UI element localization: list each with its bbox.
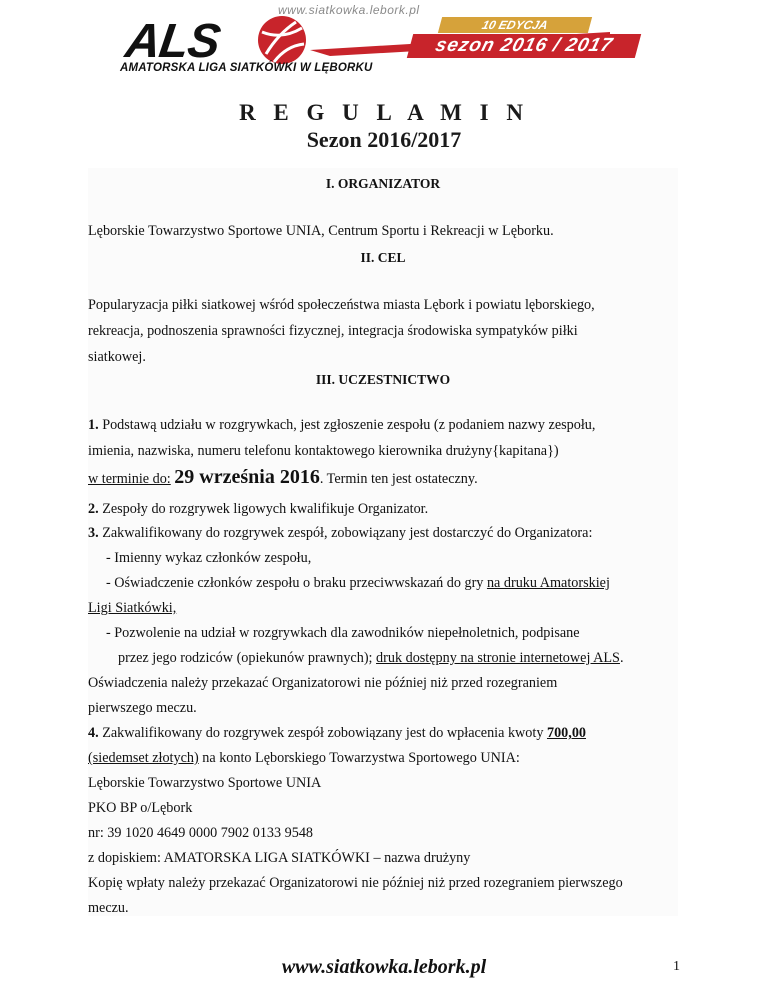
point-3-text: Zakwalifikowany do rozgrywek zespół, zobowiązany jest dostarczyć do Organizatora:: [98, 525, 593, 541]
section-heading-goal: II. CEL: [360, 250, 406, 265]
goal-line-3: siatkowej.: [88, 349, 146, 365]
point-1-text: Podstawą udziału w rozgrywkach, jest zgłoszenie zespołu (z podaniem nazwy zespołu,: [98, 417, 596, 433]
season-banner: sezon 2016 / 2017: [407, 34, 641, 58]
point-2-number: 2.: [88, 501, 99, 517]
logo-als-text: ALS: [122, 15, 223, 68]
point-2: [88, 500, 428, 518]
document-title: R E G U L A M I N: [239, 100, 529, 125]
goal-line-1: Popularyzacja piłki siatkowej wśród społeczeństwa miasta Lębork i powiatu lęborskiego,: [88, 297, 595, 313]
page-number: 1: [673, 959, 680, 974]
point-4: [88, 724, 586, 742]
point-4-line-2: [88, 749, 520, 767]
footer-url[interactable]: www.siatkowka.lebork.pl: [281, 956, 487, 978]
point-3-item-3-cont-text: przez jego rodziców (opiekunów prawnych);: [118, 650, 377, 666]
fee-amount-words: (siedemset złotych): [88, 750, 199, 766]
point-1-line-1: [88, 416, 595, 434]
deadline-label: w terminie do:: [88, 471, 171, 487]
deadline-tail: . Termin ten jest ostateczny.: [319, 471, 478, 487]
fee-amount: 700,00: [546, 725, 586, 741]
bank-account-number: nr: 39 1020 4649 0000 7902 0133 9548: [88, 825, 314, 841]
point-2-text: Zespoły do rozgrywek ligowych kwalifikuje Organizator.: [98, 501, 429, 517]
league-name: AMATORSKA LIGA SIATKÓWKI W LĘBORKU: [120, 62, 373, 74]
als-form-link[interactable]: druk dostępny na stronie internetowej ALS: [376, 650, 620, 666]
section-heading-participation: III. UCZESTNICTWO: [315, 372, 451, 387]
regulation-body: [88, 168, 678, 916]
point-4-tail: na konto Lęborskiego Towarzystwa Sportowego UNIA:: [198, 750, 520, 766]
point-1-line-2: imienia, nazwiska, numeru telefonu kontaktowego kierownika drużyny{kapitana}): [88, 443, 559, 459]
point-4-text: Zakwalifikowany do rozgrywek zespół zobowiązany jest do wpłacenia kwoty: [98, 725, 547, 741]
point-3-item-2: [106, 574, 610, 592]
point-4-number: 4.: [88, 725, 99, 741]
logo-site-url: www.siatkowka.lebork.pl: [278, 3, 420, 17]
copy-note-1: Kopię wpłaty należy przekazać Organizatorowi nie później niż przed rozegraniem pierwszego: [88, 875, 623, 891]
point-3-item-3-tail: .: [619, 650, 624, 666]
point-3-item-3-cont: [118, 649, 624, 667]
point-3-note-2: pierwszego meczu.: [88, 700, 197, 716]
volleyball-icon: [256, 14, 308, 66]
bank-recipient: Lęborskie Towarzystwo Sportowe UNIA: [88, 775, 322, 791]
copy-note-2: meczu.: [88, 900, 129, 916]
point-3-note-1: Oświadczenia należy przekazać Organizatorowi nie później niż przed rozegraniem: [88, 675, 558, 691]
point-3-number: 3.: [88, 525, 99, 541]
point-3: [88, 524, 592, 542]
point-1-number: 1.: [88, 417, 99, 433]
edition-badge: 10 EDYCJA: [438, 17, 592, 33]
organizer-text: Lęborskie Towarzystwo Sportowe UNIA, Centrum Sportu i Rekreacji w Lęborku.: [88, 223, 554, 239]
deadline-date: 29 września 2016: [174, 466, 320, 488]
goal-line-2: rekreacja, podnoszenia sprawności fizycznej, integracja środowiska sympatyków piłki: [88, 323, 578, 339]
amateur-league-form-link[interactable]: na druku Amatorskiej: [486, 575, 610, 591]
point-3-item-2-text: - Oświadczenie członków zespołu o braku przeciwwskazań do gry: [106, 575, 487, 591]
amateur-league-form-link-cont[interactable]: Ligi Siatkówki,: [88, 600, 177, 616]
document-subtitle: Sezon 2016/2017: [306, 127, 462, 152]
point-1-deadline: [88, 468, 478, 488]
als-logo: [120, 0, 640, 78]
section-heading-organizer: I. ORGANIZATOR: [325, 176, 441, 191]
point-3-item-1: - Imienny wykaz członków zespołu,: [106, 550, 312, 566]
bank-transfer-note: z dopiskiem: AMATORSKA LIGA SIATKÓWKI – nazwa drużyny: [88, 850, 471, 866]
bank-branch: PKO BP o/Lębork: [88, 800, 193, 816]
point-3-item-3: - Pozwolenie na udział w rozgrywkach dla zawodników niepełnoletnich, podpisane: [106, 625, 580, 641]
